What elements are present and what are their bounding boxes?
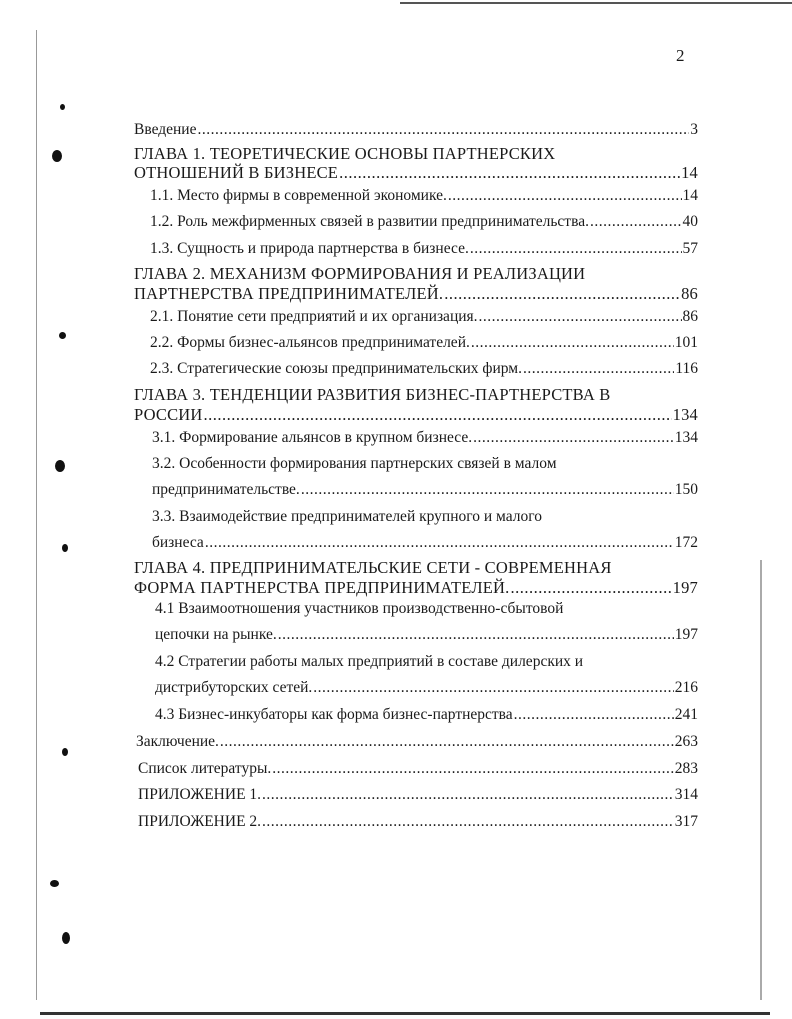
chapter-heading: ГЛАВА 1. ТЕОРЕТИЧЕСКИЕ ОСНОВЫ ПАРТНЕРСКИХ <box>134 144 556 163</box>
toc-section: 4.3 Бизнес-инкубаторы как форма бизнес-партнерства ..... 241 <box>155 706 698 724</box>
page-number: 2 <box>676 46 685 65</box>
scan-edge-right <box>760 560 762 1000</box>
punch-mark <box>52 150 62 162</box>
leader-dots <box>590 213 682 231</box>
toc-section: 1.1. Место фирмы в современной экономике. ..... 14 <box>150 187 698 205</box>
toc-section: предпринимательстве. ..... 150 <box>152 481 698 499</box>
punch-mark <box>62 932 70 944</box>
toc-title: Введение <box>134 121 197 138</box>
toc-entry-conclusion: Заключение. ..... 263 <box>136 733 698 751</box>
punch-mark <box>62 544 68 552</box>
toc-section: бизнеса ..... 172 <box>152 534 698 552</box>
chapter-heading: ГЛАВА 4. ПРЕДПРИНИМАТЕЛЬСКИЕ СЕТИ - СОВРЕМЕННАЯ <box>134 558 612 577</box>
toc-section: 1.2. Роль межфирменных связей в развитии предпринимательства. ..... 40 <box>150 213 698 231</box>
chapter-heading-cont: ФОРМА ПАРТНЕРСТВА ПРЕДПРИНИМАТЕЛЕЙ. ..... 197 <box>134 579 698 597</box>
chapter-heading: ГЛАВА 2. МЕХАНИЗМ ФОРМИРОВАНИЯ И РЕАЛИЗАЦИИ <box>134 264 586 283</box>
punch-mark <box>59 332 66 339</box>
leader-dots <box>197 121 689 139</box>
punch-mark <box>62 748 68 756</box>
leader-dots <box>220 733 674 751</box>
leader-dots <box>278 626 674 644</box>
chapter-heading-cont: ОТНОШЕНИЙ В БИЗНЕСЕ ..... 14 <box>134 164 698 182</box>
toc-section: 2.3. Стратегические союзы предпринимательских фирм. ..... 116 <box>150 360 698 378</box>
toc-section: 3.1. Формирование альянсов в крупном бизнесе. ..... 134 <box>152 429 698 447</box>
toc-section: 2.2. Формы бизнес-альянсов предпринимателей. ..... 101 <box>150 334 698 352</box>
chapter-heading-cont: РОССИИ ..... 134 <box>134 406 698 424</box>
leader-dots <box>448 187 682 205</box>
leader-dots <box>262 786 674 804</box>
toc-section: дистрибуторских сетей. ..... 216 <box>155 679 698 697</box>
leader-dots <box>204 406 672 424</box>
leader-dots <box>479 308 682 326</box>
punch-mark <box>50 880 59 887</box>
leader-dots <box>301 481 674 499</box>
leader-dots <box>313 679 673 697</box>
leader-dots <box>444 285 680 303</box>
leader-dots <box>523 360 674 378</box>
leader-dots <box>514 706 674 724</box>
toc-section-line1: 4.1 Взаимоотношения участников производственно-сбытовой <box>155 600 564 617</box>
chapter-heading: ГЛАВА 3. ТЕНДЕНЦИИ РАЗВИТИЯ БИЗНЕС-ПАРТНЕРСТВА В <box>134 385 611 404</box>
toc-entry-appendix-2: ПРИЛОЖЕНИЕ 2. ..... 317 <box>138 813 698 831</box>
punch-mark <box>60 104 65 110</box>
leader-dots <box>473 429 674 447</box>
toc-section-line1: 3.3. Взаимодействие предпринимателей крупного и малого <box>152 508 542 525</box>
chapter-heading-cont: ПАРТНЕРСТВА ПРЕДПРИНИМАТЕЛЕЙ. ..... 86 <box>134 285 698 303</box>
toc-section: 1.3. Сущность и природа партнерства в бизнесе. ..... 57 <box>150 240 698 258</box>
toc-section: цепочки на рынке. ..... 197 <box>155 626 698 644</box>
toc-section-line1: 4.2 Стратегии работы малых предприятий в составе дилерских и <box>155 653 584 670</box>
leader-dots <box>262 813 674 831</box>
toc-section: 2.1. Понятие сети предприятий и их организация. ..... 86 <box>150 308 698 326</box>
leader-dots <box>272 760 674 778</box>
scan-edge-top <box>400 2 792 4</box>
toc-entry-appendix-1: ПРИЛОЖЕНИЕ 1. ..... 314 <box>138 786 698 804</box>
leader-dots <box>471 334 674 352</box>
scan-edge-left <box>36 30 37 1000</box>
leader-dots <box>510 579 671 597</box>
toc-entry-intro <box>134 121 698 139</box>
leader-dots <box>205 534 674 552</box>
toc-entry-references: Список литературы. ..... 283 <box>138 760 698 778</box>
scan-edge-bottom <box>40 1012 770 1015</box>
leader-dots <box>339 164 680 182</box>
leader-dots <box>470 240 682 258</box>
toc-section-line1: 3.2. Особенности формирования партнерских связей в малом <box>152 455 557 472</box>
punch-mark <box>55 460 65 472</box>
toc-page: 3 <box>690 121 698 138</box>
